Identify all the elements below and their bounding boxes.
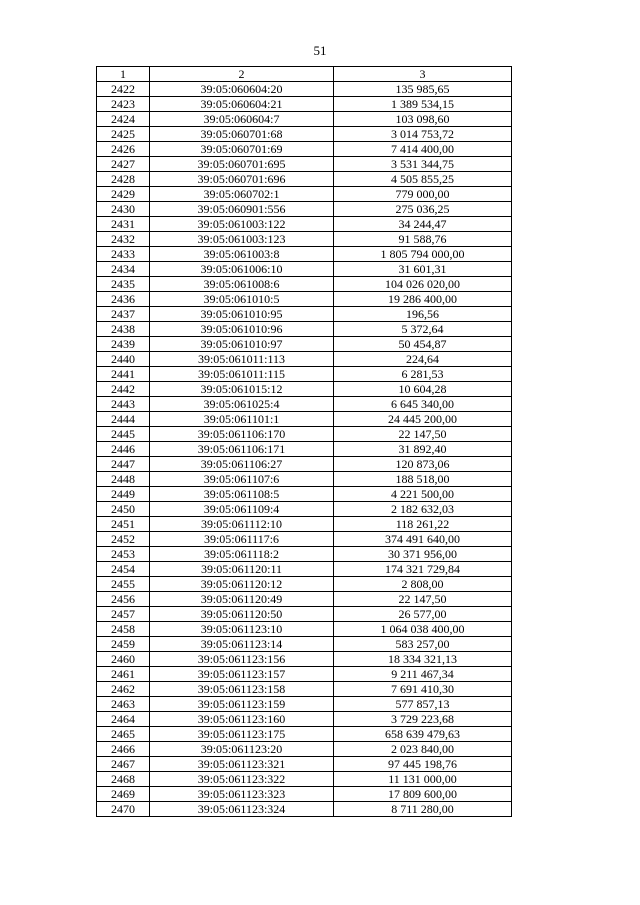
value-cell: 31 601,31 xyxy=(334,262,512,277)
value-cell: 104 026 020,00 xyxy=(334,277,512,292)
row-number-cell: 2430 xyxy=(97,202,150,217)
table-row xyxy=(97,742,512,757)
cadastral-number-cell: 39:05:060701:696 xyxy=(150,172,334,187)
table-row xyxy=(97,97,512,112)
value-cell: 19 286 400,00 xyxy=(334,292,512,307)
row-number-cell: 2457 xyxy=(97,607,150,622)
row-number-cell: 2427 xyxy=(97,157,150,172)
value-cell: 577 857,13 xyxy=(334,697,512,712)
table-row xyxy=(97,697,512,712)
cadastral-number-cell: 39:05:061123:322 xyxy=(150,772,334,787)
cadastral-number-cell: 39:05:061006:10 xyxy=(150,262,334,277)
value-cell: 34 244,47 xyxy=(334,217,512,232)
table-row xyxy=(97,247,512,262)
cadastral-number-cell: 39:05:061117:6 xyxy=(150,532,334,547)
row-number-cell: 2423 xyxy=(97,97,150,112)
value-cell: 120 873,06 xyxy=(334,457,512,472)
cadastral-number-cell: 39:05:061118:2 xyxy=(150,547,334,562)
value-cell: 583 257,00 xyxy=(334,637,512,652)
cadastral-number-cell: 39:05:061123:321 xyxy=(150,757,334,772)
cadastral-number-cell: 39:05:061025:4 xyxy=(150,397,334,412)
row-number-cell: 2426 xyxy=(97,142,150,157)
value-cell: 8 711 280,00 xyxy=(334,802,512,817)
table-row xyxy=(97,682,512,697)
value-cell: 22 147,50 xyxy=(334,592,512,607)
row-number-cell: 2438 xyxy=(97,322,150,337)
row-number-cell: 2466 xyxy=(97,742,150,757)
table-row xyxy=(97,592,512,607)
value-cell: 18 334 321,13 xyxy=(334,652,512,667)
value-cell: 374 491 640,00 xyxy=(334,532,512,547)
row-number-cell: 2468 xyxy=(97,772,150,787)
value-cell: 135 985,65 xyxy=(334,82,512,97)
cadastral-number-cell: 39:05:060701:68 xyxy=(150,127,334,142)
value-cell: 2 023 840,00 xyxy=(334,742,512,757)
cadastral-number-cell: 39:05:061123:157 xyxy=(150,667,334,682)
table-row xyxy=(97,607,512,622)
table-row xyxy=(97,292,512,307)
value-cell: 103 098,60 xyxy=(334,112,512,127)
value-cell: 196,56 xyxy=(334,307,512,322)
cadastral-number-cell: 39:05:061120:49 xyxy=(150,592,334,607)
value-cell: 10 604,28 xyxy=(334,382,512,397)
value-cell: 4 505 855,25 xyxy=(334,172,512,187)
table-row xyxy=(97,667,512,682)
row-number-cell: 2451 xyxy=(97,517,150,532)
table-row xyxy=(97,772,512,787)
cadastral-number-cell: 39:05:061010:95 xyxy=(150,307,334,322)
table-row xyxy=(97,367,512,382)
table-row xyxy=(97,787,512,802)
cadastral-number-cell: 39:05:061015:12 xyxy=(150,382,334,397)
value-cell: 17 809 600,00 xyxy=(334,787,512,802)
column-header-1: 1 xyxy=(97,67,150,82)
cadastral-number-cell: 39:05:061123:323 xyxy=(150,787,334,802)
table-row xyxy=(97,82,512,97)
value-cell: 224,64 xyxy=(334,352,512,367)
table-row xyxy=(97,712,512,727)
table-row xyxy=(97,652,512,667)
row-number-cell: 2422 xyxy=(97,82,150,97)
page-number: 51 xyxy=(313,43,327,58)
table-header-row xyxy=(97,67,512,82)
row-number-cell: 2453 xyxy=(97,547,150,562)
table-row xyxy=(97,532,512,547)
row-number-cell: 2434 xyxy=(97,262,150,277)
table-row xyxy=(97,157,512,172)
row-number-cell: 2461 xyxy=(97,667,150,682)
table-row xyxy=(97,277,512,292)
table-body xyxy=(97,82,512,817)
table-row xyxy=(97,757,512,772)
table-row xyxy=(97,442,512,457)
value-cell: 50 454,87 xyxy=(334,337,512,352)
row-number-cell: 2469 xyxy=(97,787,150,802)
value-cell: 22 147,50 xyxy=(334,427,512,442)
cadastral-number-cell: 39:05:061003:122 xyxy=(150,217,334,232)
value-cell: 6 281,53 xyxy=(334,367,512,382)
cadastral-number-cell: 39:05:060701:695 xyxy=(150,157,334,172)
row-number-cell: 2425 xyxy=(97,127,150,142)
row-number-cell: 2432 xyxy=(97,232,150,247)
cadastral-number-cell: 39:05:061123:14 xyxy=(150,637,334,652)
table-row xyxy=(97,202,512,217)
column-header-2: 2 xyxy=(150,67,334,82)
table-row xyxy=(97,232,512,247)
value-cell: 11 131 000,00 xyxy=(334,772,512,787)
row-number-cell: 2449 xyxy=(97,487,150,502)
table-row xyxy=(97,112,512,127)
cadastral-number-cell: 39:05:061109:4 xyxy=(150,502,334,517)
value-cell: 1 389 534,15 xyxy=(334,97,512,112)
row-number-cell: 2436 xyxy=(97,292,150,307)
row-number-cell: 2429 xyxy=(97,187,150,202)
table-row xyxy=(97,397,512,412)
table-row xyxy=(97,262,512,277)
table-row xyxy=(97,547,512,562)
row-number-cell: 2447 xyxy=(97,457,150,472)
table-row xyxy=(97,382,512,397)
row-number-cell: 2435 xyxy=(97,277,150,292)
value-cell: 5 372,64 xyxy=(334,322,512,337)
table-row xyxy=(97,337,512,352)
row-number-cell: 2450 xyxy=(97,502,150,517)
row-number-cell: 2452 xyxy=(97,532,150,547)
value-cell: 275 036,25 xyxy=(334,202,512,217)
table-row xyxy=(97,802,512,817)
cadastral-number-cell: 39:05:060701:69 xyxy=(150,142,334,157)
registry-table xyxy=(96,66,512,817)
value-cell: 91 588,76 xyxy=(334,232,512,247)
row-number-cell: 2464 xyxy=(97,712,150,727)
row-number-cell: 2454 xyxy=(97,562,150,577)
row-number-cell: 2460 xyxy=(97,652,150,667)
cadastral-number-cell: 39:05:061107:6 xyxy=(150,472,334,487)
cadastral-number-cell: 39:05:061120:50 xyxy=(150,607,334,622)
table-row xyxy=(97,127,512,142)
table-row xyxy=(97,187,512,202)
value-cell: 2 182 632,03 xyxy=(334,502,512,517)
row-number-cell: 2465 xyxy=(97,727,150,742)
table-row xyxy=(97,217,512,232)
cadastral-number-cell: 39:05:061120:11 xyxy=(150,562,334,577)
cadastral-number-cell: 39:05:061112:10 xyxy=(150,517,334,532)
row-number-cell: 2467 xyxy=(97,757,150,772)
row-number-cell: 2441 xyxy=(97,367,150,382)
cadastral-number-cell: 39:05:061123:159 xyxy=(150,697,334,712)
row-number-cell: 2448 xyxy=(97,472,150,487)
cadastral-number-cell: 39:05:061003:123 xyxy=(150,232,334,247)
table-row xyxy=(97,427,512,442)
row-number-cell: 2444 xyxy=(97,412,150,427)
value-cell: 779 000,00 xyxy=(334,187,512,202)
cadastral-number-cell: 39:05:061108:5 xyxy=(150,487,334,502)
cadastral-number-cell: 39:05:060604:21 xyxy=(150,97,334,112)
value-cell: 6 645 340,00 xyxy=(334,397,512,412)
cadastral-number-cell: 39:05:061010:96 xyxy=(150,322,334,337)
row-number-cell: 2442 xyxy=(97,382,150,397)
table-row xyxy=(97,727,512,742)
value-cell: 7 414 400,00 xyxy=(334,142,512,157)
value-cell: 26 577,00 xyxy=(334,607,512,622)
cadastral-number-cell: 39:05:061008:6 xyxy=(150,277,334,292)
row-number-cell: 2424 xyxy=(97,112,150,127)
row-number-cell: 2443 xyxy=(97,397,150,412)
value-cell: 2 808,00 xyxy=(334,577,512,592)
cadastral-number-cell: 39:05:061011:113 xyxy=(150,352,334,367)
value-cell: 9 211 467,34 xyxy=(334,667,512,682)
row-number-cell: 2459 xyxy=(97,637,150,652)
row-number-cell: 2433 xyxy=(97,247,150,262)
row-number-cell: 2437 xyxy=(97,307,150,322)
table-row xyxy=(97,622,512,637)
value-cell: 174 321 729,84 xyxy=(334,562,512,577)
cadastral-number-cell: 39:05:061123:156 xyxy=(150,652,334,667)
cadastral-number-cell: 39:05:061011:115 xyxy=(150,367,334,382)
table-row xyxy=(97,487,512,502)
row-number-cell: 2456 xyxy=(97,592,150,607)
value-cell: 30 371 956,00 xyxy=(334,547,512,562)
cadastral-number-cell: 39:05:061123:10 xyxy=(150,622,334,637)
table-row xyxy=(97,502,512,517)
table-row xyxy=(97,472,512,487)
row-number-cell: 2440 xyxy=(97,352,150,367)
value-cell: 24 445 200,00 xyxy=(334,412,512,427)
row-number-cell: 2446 xyxy=(97,442,150,457)
cadastral-number-cell: 39:05:061123:20 xyxy=(150,742,334,757)
cadastral-number-cell: 39:05:061120:12 xyxy=(150,577,334,592)
value-cell: 7 691 410,30 xyxy=(334,682,512,697)
value-cell: 3 014 753,72 xyxy=(334,127,512,142)
value-cell: 658 639 479,63 xyxy=(334,727,512,742)
cadastral-number-cell: 39:05:061106:27 xyxy=(150,457,334,472)
cadastral-number-cell: 39:05:061123:158 xyxy=(150,682,334,697)
cadastral-number-cell: 39:05:061101:1 xyxy=(150,412,334,427)
table-row xyxy=(97,517,512,532)
row-number-cell: 2455 xyxy=(97,577,150,592)
cadastral-number-cell: 39:05:060702:1 xyxy=(150,187,334,202)
table-row xyxy=(97,562,512,577)
value-cell: 3 729 223,68 xyxy=(334,712,512,727)
value-cell: 188 518,00 xyxy=(334,472,512,487)
value-cell: 3 531 344,75 xyxy=(334,157,512,172)
value-cell: 4 221 500,00 xyxy=(334,487,512,502)
table-row xyxy=(97,322,512,337)
value-cell: 1 064 038 400,00 xyxy=(334,622,512,637)
cadastral-number-cell: 39:05:061010:97 xyxy=(150,337,334,352)
row-number-cell: 2439 xyxy=(97,337,150,352)
table-row xyxy=(97,352,512,367)
row-number-cell: 2462 xyxy=(97,682,150,697)
row-number-cell: 2470 xyxy=(97,802,150,817)
cadastral-number-cell: 39:05:061003:8 xyxy=(150,247,334,262)
cadastral-number-cell: 39:05:060604:7 xyxy=(150,112,334,127)
cadastral-number-cell: 39:05:061123:175 xyxy=(150,727,334,742)
cadastral-number-cell: 39:05:061123:160 xyxy=(150,712,334,727)
row-number-cell: 2431 xyxy=(97,217,150,232)
value-cell: 31 892,40 xyxy=(334,442,512,457)
table-row xyxy=(97,412,512,427)
table-row xyxy=(97,307,512,322)
row-number-cell: 2445 xyxy=(97,427,150,442)
value-cell: 1 805 794 000,00 xyxy=(334,247,512,262)
cadastral-number-cell: 39:05:061106:171 xyxy=(150,442,334,457)
value-cell: 97 445 198,76 xyxy=(334,757,512,772)
cadastral-number-cell: 39:05:061123:324 xyxy=(150,802,334,817)
cadastral-number-cell: 39:05:061010:5 xyxy=(150,292,334,307)
cadastral-number-cell: 39:05:060901:556 xyxy=(150,202,334,217)
column-header-3: 3 xyxy=(334,67,512,82)
table-row xyxy=(97,577,512,592)
value-cell: 118 261,22 xyxy=(334,517,512,532)
table-row xyxy=(97,142,512,157)
table-row xyxy=(97,457,512,472)
row-number-cell: 2458 xyxy=(97,622,150,637)
row-number-cell: 2428 xyxy=(97,172,150,187)
cadastral-number-cell: 39:05:061106:170 xyxy=(150,427,334,442)
table-row xyxy=(97,172,512,187)
table-row xyxy=(97,637,512,652)
row-number-cell: 2463 xyxy=(97,697,150,712)
cadastral-number-cell: 39:05:060604:20 xyxy=(150,82,334,97)
